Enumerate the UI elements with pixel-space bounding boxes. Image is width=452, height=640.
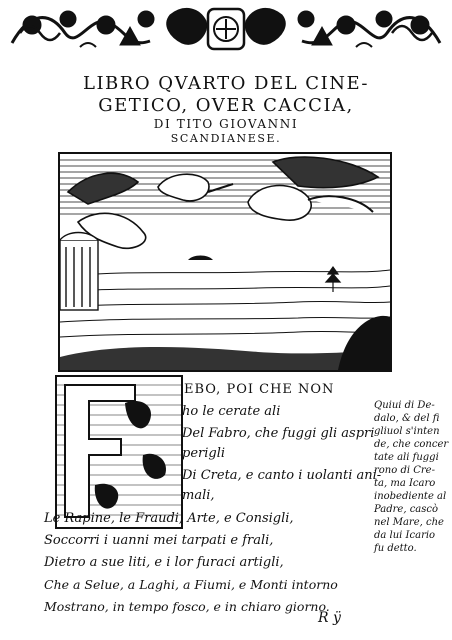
margin-note-line-7: ta, ma Icaro [374,478,436,489]
signature-mark: R ÿ [318,610,341,626]
poem-line-9: Dietro a sue liti, e i lor furaci artigli, [44,555,284,570]
title-line-4: SCANDIANESE. [170,132,282,145]
title-line-2: GETICO, OVER CACCIA, [98,95,354,116]
margin-note-line-12: fu detto. [374,543,417,554]
poem-line-1-text: EBO, POI CHE NON [184,382,335,397]
woodcut-illustration [58,152,392,372]
margin-note-line-3: gliuol s'inten [374,426,440,437]
margin-note-line-8: inobediente al [374,491,447,502]
poem-line-6: mali, [182,488,215,503]
margin-note-line-6: rono di Cre- [374,465,435,476]
margin-note-line-11: da lui Icario [374,530,436,541]
decorative-header-band [10,3,442,55]
poem-line-1 [184,382,334,398]
poem-line-8: Soccorri i uanni mei tarpati e frali, [44,533,274,548]
margin-note-line-9: Padre, cascò [374,504,439,515]
margin-note-line-10: nel Mare, che [374,517,444,528]
poem-line-7: Le Rapine, le Fraudi, Arte, e Consigli, [44,511,294,526]
poem-line-4: perigli [182,446,226,461]
drop-cap-initial [55,375,183,529]
poem-line-10: Che a Selue, a Laghi, a Fiumi, e Monti intorno [44,577,338,592]
margin-note-line-5: tate ali fuggi [374,452,439,463]
poem-line-11: Mostrano, in tempo fosco, e in chiaro giorno. [44,599,330,614]
title-line-3: DI TITO GIOVANNI [153,117,299,131]
poem-line-2: ho le cerate ali [182,404,281,419]
poem-line-3: Del Fabro, che fuggi gli aspri [182,426,375,441]
margin-note-line-4: de, che concer [374,439,449,450]
margin-note-line-2: dalo, & del fi [374,413,440,424]
poem-line-5: Di Creta, e canto i uolanti ani- [182,468,382,483]
title-line-1: LIBRO QVARTO DEL CINE- [82,73,369,94]
margin-note-line-1: Quiui di De- [374,400,435,411]
